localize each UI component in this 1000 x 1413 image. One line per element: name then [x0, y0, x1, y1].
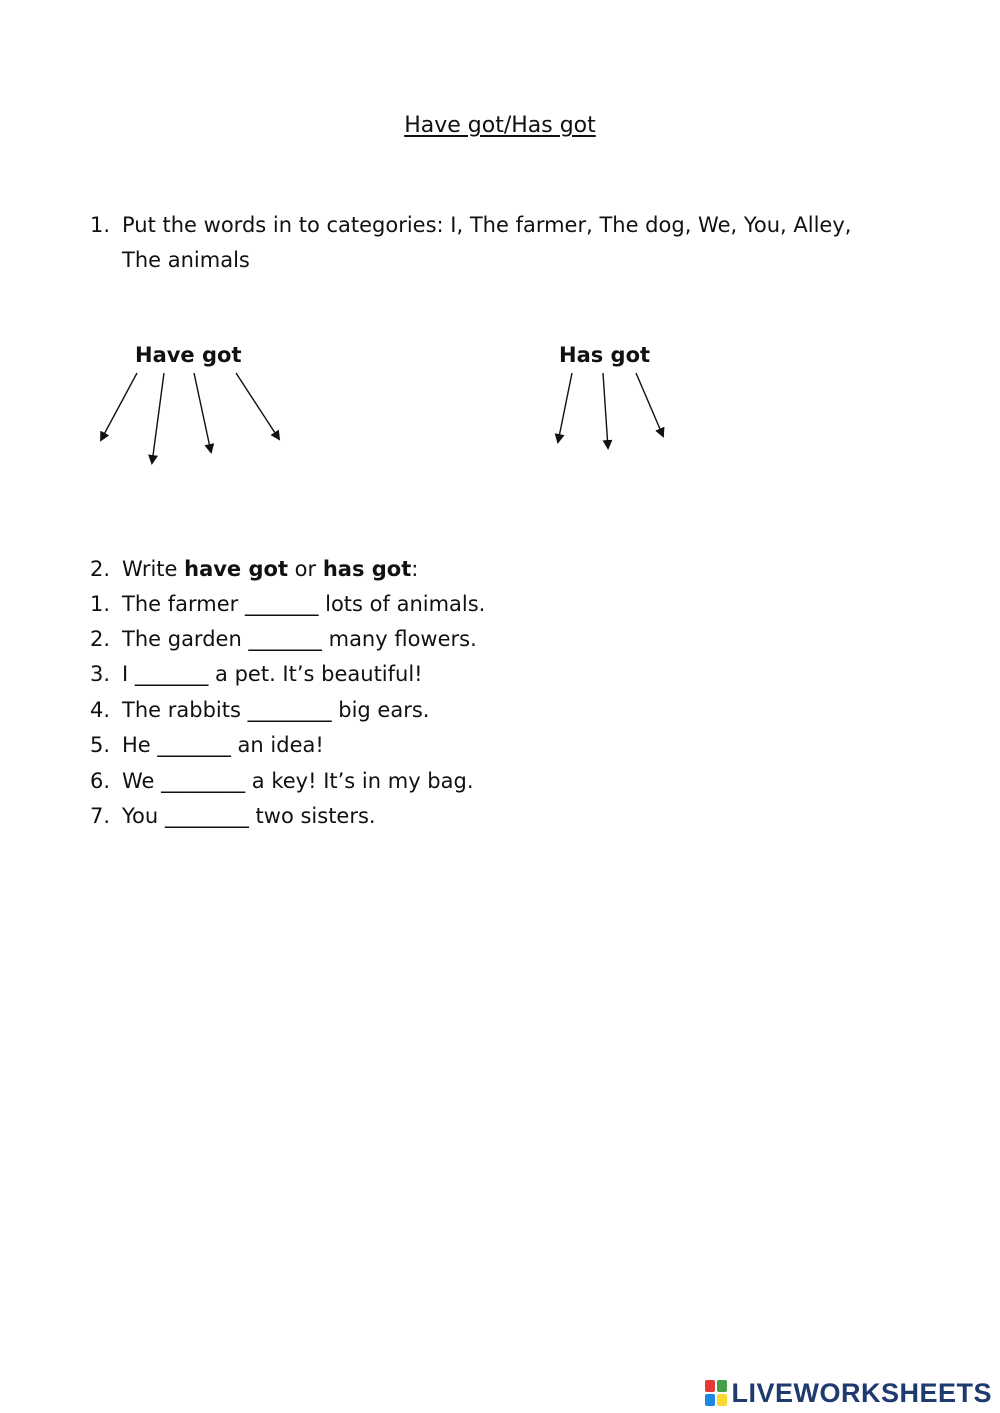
exercise-item — [0, 799, 1000, 834]
exercise-item — [0, 622, 1000, 657]
worksheet-title: Have got/Has got — [404, 113, 596, 138]
logo-icon — [705, 1380, 727, 1406]
item-sentence: You ________ two sisters. — [122, 804, 376, 828]
exercise-2-number: 2. — [90, 557, 111, 581]
exercise-2-instruction — [0, 552, 1000, 587]
item-number: 2. — [90, 627, 111, 651]
arrow-has-1 — [558, 373, 572, 442]
exercise-item — [0, 728, 1000, 763]
exercise-1-number: 1. — [90, 213, 111, 237]
category-has-got: Has got — [559, 343, 651, 367]
exercise-item — [0, 764, 1000, 799]
item-number: 7. — [90, 804, 111, 828]
item-sentence: We ________ a key! It’s in my bag. — [122, 769, 474, 793]
instruction-has-got: has got — [322, 557, 412, 581]
exercise-item — [0, 587, 1000, 622]
liveworksheets-logo — [705, 1376, 992, 1410]
logo-text: LIVEWORKSHEETS — [731, 1377, 992, 1408]
item-number: 1. — [90, 592, 111, 616]
instruction-colon: : — [411, 557, 419, 581]
item-sentence: The rabbits ________ big ears. — [122, 698, 430, 722]
exercise-item — [0, 657, 1000, 692]
arrow-has-3 — [636, 373, 663, 436]
instruction-prefix: Write — [122, 557, 185, 581]
item-sentence: I _______ a pet. It’s beautiful! — [122, 662, 423, 686]
item-number: 4. — [90, 698, 111, 722]
item-sentence: The garden _______ many flowers. — [122, 627, 477, 651]
instruction-or: or — [288, 557, 323, 581]
arrow-have-2 — [152, 373, 164, 463]
arrow-have-1 — [101, 373, 137, 440]
item-number: 3. — [90, 662, 111, 686]
item-number: 6. — [90, 769, 111, 793]
item-sentence: He _______ an idea! — [122, 733, 324, 757]
exercise-1-instruction-cont: The animals — [122, 248, 250, 272]
exercise-item — [0, 693, 1000, 728]
exercise-1-instruction: Put the words in to categories: I, The farmer, The dog, We, You, Alley, — [122, 213, 852, 237]
arrow-have-4 — [236, 373, 279, 439]
item-sentence: The farmer _______ lots of animals. — [122, 592, 486, 616]
category-have-got: Have got — [135, 343, 242, 367]
arrow-has-2 — [603, 373, 608, 448]
arrow-have-3 — [194, 373, 211, 452]
item-number: 5. — [90, 733, 111, 757]
instruction-have-got: have got — [184, 557, 288, 581]
